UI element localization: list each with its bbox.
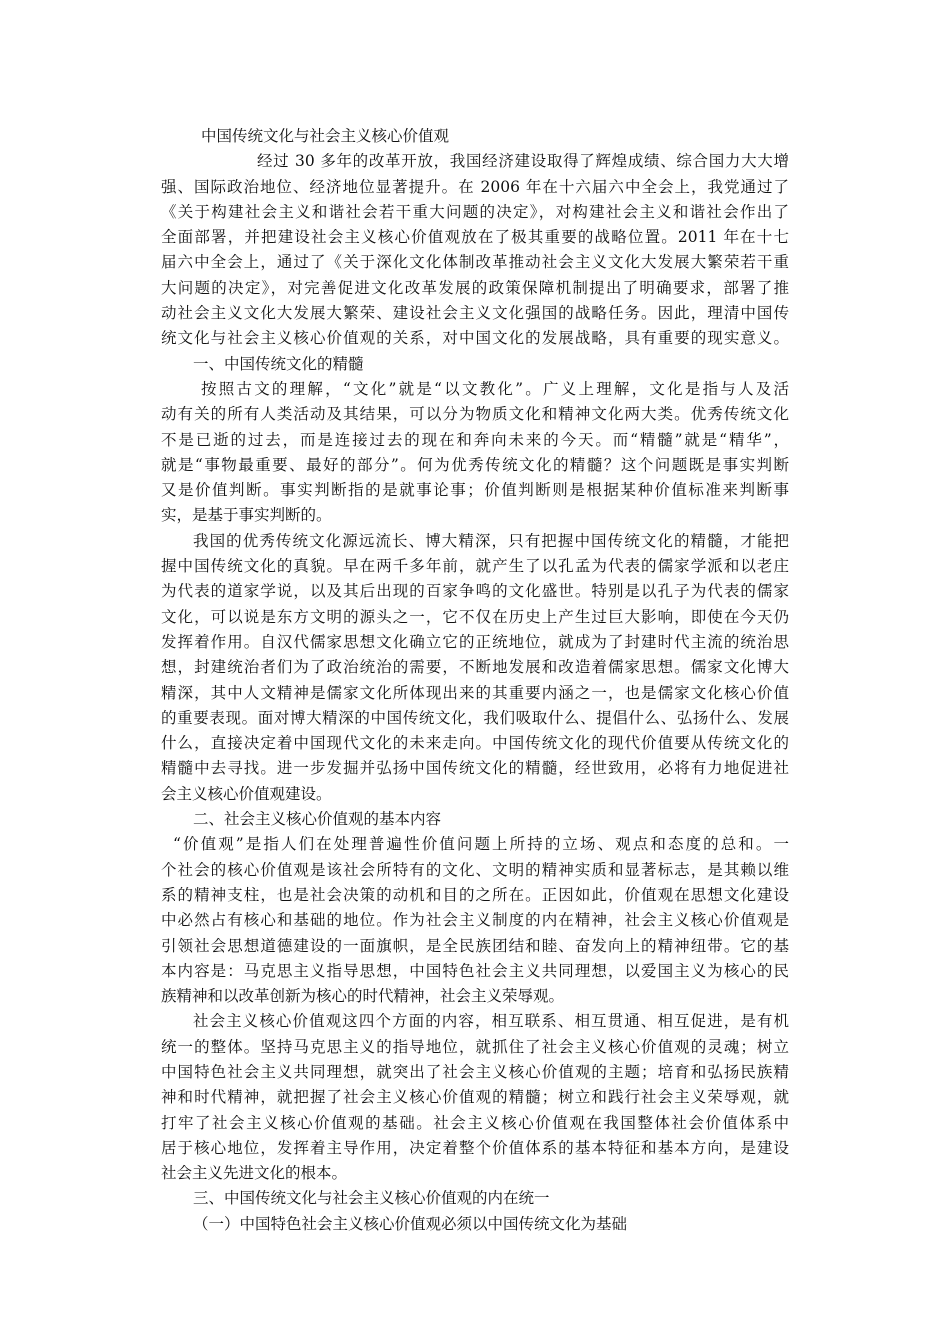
text-line: 族精神和以改革创新为核心的时代精神，社会主义荣辱观。: [161, 987, 565, 1006]
text-line: “价值观”是指人们在处理普遍性价值问题上所持的立场、观点和态度的总和。一: [173, 835, 789, 854]
text-line: 本内容是：马克思主义指导思想，中国特色社会主义共同理想，以爱国主义为核心的民: [161, 961, 789, 980]
section1-paragraph-1: [161, 377, 789, 529]
text-line: 个社会的核心价值观是该社会所特有的文化、文明的精神实质和显著标志，是其赖以维: [161, 860, 789, 879]
text-line: 社会主义先进文化的根本。: [161, 1164, 348, 1183]
text-line: 居于核心地位，发挥着主导作用，决定着整个价值体系的基本特征和基本方向，是建设: [161, 1138, 789, 1157]
intro-paragraph: [161, 149, 789, 351]
text-line: 精髓中去寻找。进一步发掘并弘扬中国传统文化的精髓，经世致用，必将有力地促进社: [161, 759, 789, 778]
text-line: 握中国传统文化的真貌。早在两千多年前，就产生了以孔孟为代表的儒家学派和以老庄: [161, 557, 789, 576]
text-line: 打牢了社会主义核心价值观的基础。社会主义核心价值观在我国整体社会价值体系中: [161, 1113, 789, 1132]
section1-paragraph-2: [161, 529, 789, 807]
text-line: 发挥着作用。自汉代儒家思想文化确立它的正统地位，就成为了封建时代主流的统治思: [161, 632, 789, 651]
document-title: 中国传统文化与社会主义核心价值观: [201, 127, 450, 145]
text-line: 会主义核心价值观建设。: [161, 784, 332, 803]
text-line: 动有关的所有人类活动及其结果，可以分为物质文化和精神文化两大类。优秀传统文化: [161, 405, 789, 424]
text-line: 又是价值判断。事实判断指的是就事论事；价值判断则是根据某种价值标准来判断事: [161, 481, 789, 500]
text-line: 想，封建统治者们为了政治统治的需要，不断地发展和改造着儒家思想。儒家文化博大: [161, 658, 789, 677]
text-line: 精深，其中人文精神是儒家文化所体现出来的其重要内涵之一，也是儒家文化核心价值: [161, 683, 789, 702]
section-heading-3: 三、中国传统文化与社会主义核心价值观的内在统一: [193, 1189, 550, 1208]
section-heading-2: 二、社会主义核心价值观的基本内容: [193, 810, 442, 829]
section2-paragraph-2: [161, 1009, 789, 1186]
text-line: 不是已逝的过去，而是连接过去的现在和奔向未来的今天。而“精髓”就是“精华”，: [161, 430, 789, 449]
text-line: 文化，可以说是东方文明的源头之一，它不仅在历史上产生过巨大影响，即使在今天仍: [161, 607, 789, 626]
text-line: 动社会主义文化大发展大繁荣、建设社会主义文化强国的战略任务。因此，理清中国传: [161, 304, 789, 323]
text-line: 系的精神支柱，也是社会决策的动机和目的之所在。正因如此，价值观在思想文化建设: [161, 885, 789, 904]
subsection-heading-1: （一）中国特色社会主义核心价值观必须以中国传统文化为基础: [193, 1214, 628, 1233]
text-line: 神和时代精神，就把握了社会主义核心价值观的精髓；树立和践行社会主义荣辱观，就: [161, 1088, 789, 1107]
document-page: [161, 124, 789, 1237]
text-line: 全面部署，并把建设社会主义核心价值观放在了极其重要的战略位置。2011 年在十七: [161, 228, 789, 247]
text-line: 的重要表现。面对博大精深的中国传统文化，我们吸取什么、提倡什么、弘扬什么、发展: [161, 708, 789, 727]
text-line: 我国的优秀传统文化源远流长、博大精深，只有把握中国传统文化的精髓，才能把: [193, 531, 789, 550]
section-heading-1: 一、中国传统文化的精髓: [193, 354, 364, 373]
text-line: 《关于构建社会主义和谐社会若干重大问题的决定》，对构建社会主义和谐社会作出了: [161, 202, 789, 221]
text-line: 按照古文的理解，“文化”就是“以文教化”。广义上理解，文化是指与人及活: [201, 379, 789, 398]
text-line: 中必然占有核心和基础的地位。作为社会主义制度的内在精神，社会主义核心价值观是: [161, 911, 789, 930]
text-line: 为代表的道家学说，以及其后出现的百家争鸣的文化盛世。特别是以孔子为代表的儒家: [161, 582, 789, 601]
text-line: 届六中全会上，通过了《关于深化文化体制改革推动社会主义文化大发展大繁荣若干重: [161, 253, 789, 272]
section2-paragraph-1: [161, 832, 789, 1009]
text-line: 引领社会思想道德建设的一面旗帜，是全民族团结和睦、奋发向上的精神纽带。它的基: [161, 936, 789, 955]
text-line: 中国特色社会主义共同理想，就突出了社会主义核心价值观的主题；培育和弘扬民族精: [161, 1062, 789, 1081]
text-line: 统文化与社会主义核心价值观的关系，对中国文化的发展战略，具有重要的现实意义。: [161, 329, 789, 348]
text-line: 什么，直接决定着中国现代文化的未来走向。中国传统文化的现代价值要从传统文化的: [161, 734, 789, 753]
text-line: 实，是基于事实判断的。: [161, 506, 332, 525]
text-line: 大问题的决定》，对完善促进文化改革发展的政策保障机制提出了明确要求，部署了推: [161, 278, 789, 297]
text-line: 经过 30 多年的改革开放，我国经济建设取得了辉煌成绩、综合国力大大增: [257, 152, 789, 171]
text-line: 统一的整体。坚持马克思主义的指导地位，就抓住了社会主义核心价值观的灵魂；树立: [161, 1037, 789, 1056]
text-line: 强、国际政治地位、经济地位显著提升。在 2006 年在十六届六中全会上，我党通过了: [161, 177, 789, 196]
text-line: 社会主义核心价值观这四个方面的内容，相互联系、相互贯通、相互促进，是有机: [193, 1012, 789, 1031]
text-line: 就是“事物最重要、最好的部分”。何为优秀传统文化的精髓？这个问题既是事实判断: [161, 455, 789, 474]
